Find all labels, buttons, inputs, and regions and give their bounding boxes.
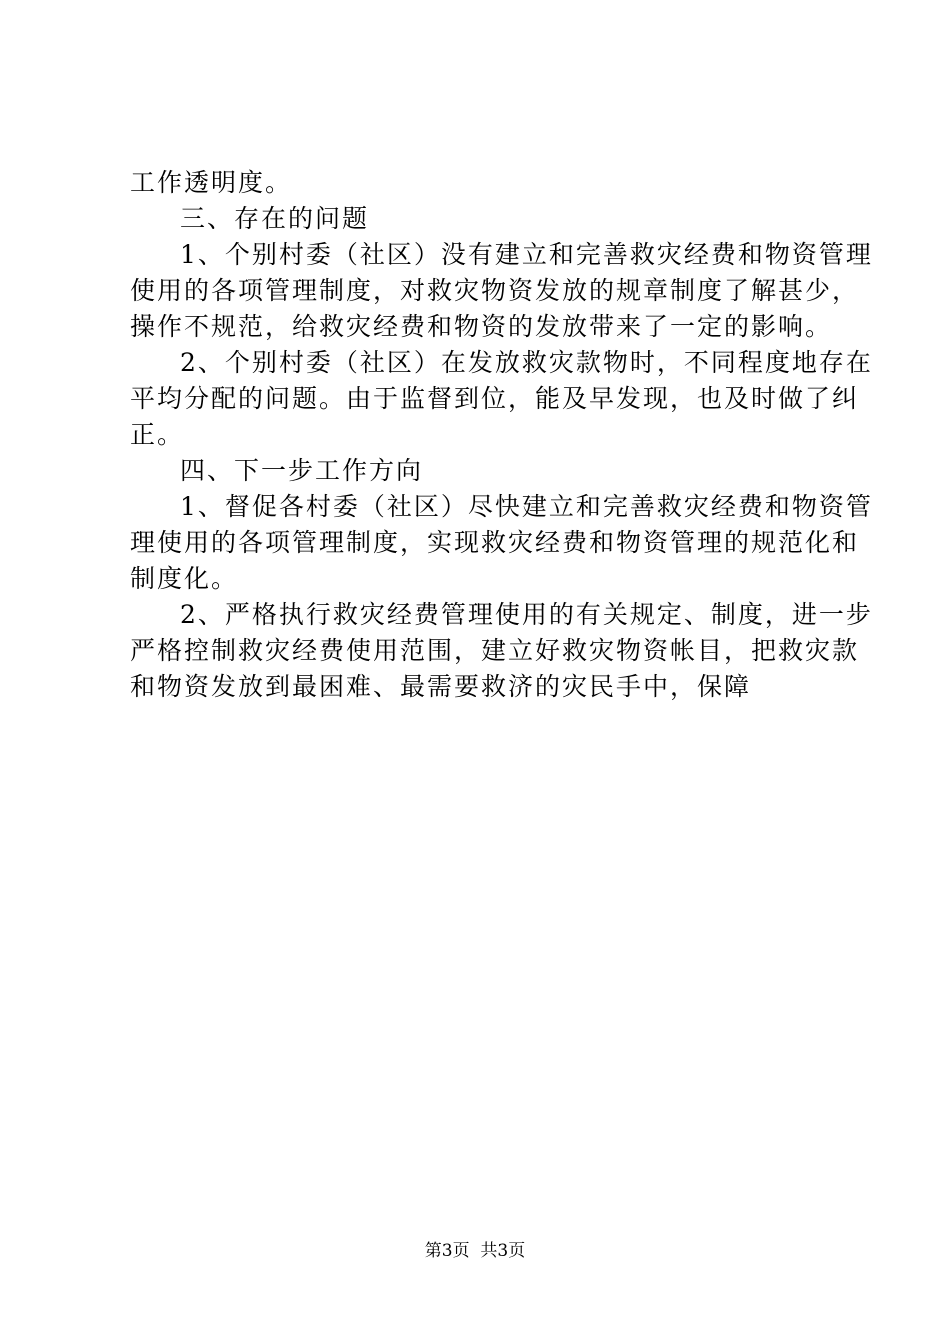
text-line: 操作不规范，给救灾经费和物资的发放带来了一定的影响。 xyxy=(130,312,833,341)
page-footer xyxy=(0,1240,950,1262)
text-line: 2、严格执行救灾经费管理使用的有关规定、制度，进一步 xyxy=(180,600,873,629)
text-line: 理使用的各项管理制度，实现救灾经费和物资管理的规范化和 xyxy=(130,528,860,557)
text-line: 制度化。 xyxy=(130,564,239,593)
text-line: 平均分配的问题。由于监督到位，能及早发现，也及时做了纠 xyxy=(130,384,860,413)
page-number: 第3页 共3页 xyxy=(424,1241,526,1261)
section-heading-next-steps: 四、下一步工作方向 xyxy=(180,456,424,485)
text-line: 正。 xyxy=(130,420,185,449)
section-heading-problems: 三、存在的问题 xyxy=(180,204,370,233)
document-body xyxy=(130,165,873,705)
text-line: 工作透明度。 xyxy=(130,168,293,197)
text-line: 1、个别村委（社区）没有建立和完善救灾经费和物资管理 xyxy=(180,240,873,269)
text-line: 使用的各项管理制度，对救灾物资发放的规章制度了解甚少， xyxy=(130,276,860,305)
text-line: 1、督促各村委（社区）尽快建立和完善救灾经费和物资管 xyxy=(180,492,873,521)
text-line: 2、个别村委（社区）在发放救灾款物时，不同程度地存在 xyxy=(180,348,873,377)
text-line: 严格控制救灾经费使用范围，建立好救灾物资帐目，把救灾款 xyxy=(130,636,860,665)
text-line: 和物资发放到最困难、最需要救济的灾民手中，保障 xyxy=(130,672,752,701)
